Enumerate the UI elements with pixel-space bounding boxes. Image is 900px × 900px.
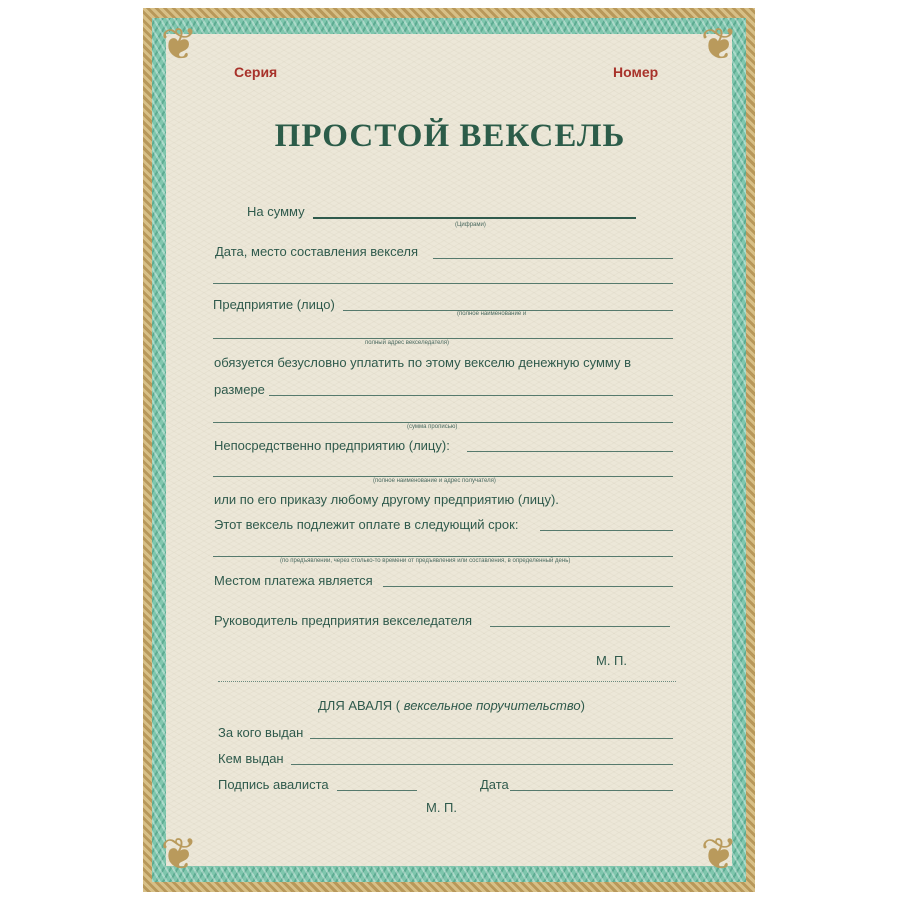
ornament-bottom-left-icon: ❦ xyxy=(160,829,198,880)
date-place-field-line-2[interactable] xyxy=(213,283,673,284)
enterprise-label: Предприятие (лицо) xyxy=(213,297,335,312)
head-label: Руководитель предприятия векселедателя xyxy=(214,613,473,628)
date-place-label: Дата, место составления векселя xyxy=(215,244,419,259)
series-label: Серия xyxy=(234,64,278,80)
aval-date-label: Дата xyxy=(480,777,509,792)
aval-date-field-line[interactable] xyxy=(510,790,673,791)
payee-hint: (полное наименование и адрес получателя) xyxy=(373,478,496,484)
section-divider xyxy=(218,681,676,682)
payee-field-line-2[interactable] xyxy=(213,476,673,477)
size-label: размере xyxy=(214,382,265,397)
for-whom-field-line[interactable] xyxy=(310,738,673,739)
term-field-line[interactable] xyxy=(540,530,673,531)
aval-heading-suffix: ) xyxy=(580,698,585,713)
payment-place-label: Местом платежа является xyxy=(214,573,373,588)
size-field-line-2[interactable] xyxy=(213,422,673,423)
payment-place-field-line[interactable] xyxy=(383,586,673,587)
payee-field-line[interactable] xyxy=(467,451,673,452)
term-field-line-2[interactable] xyxy=(213,556,673,557)
ornament-top-right-icon: ❦ xyxy=(700,19,738,70)
enterprise-hint-2: полный адрес векселедателя) xyxy=(365,340,450,346)
size-field-line[interactable] xyxy=(269,395,673,396)
number-label: Номер xyxy=(613,64,659,80)
aval-stamp-label: М. П. xyxy=(426,800,458,815)
issued-by-label: Кем выдан xyxy=(218,751,284,766)
term-label: Этот вексель подлежит оплате в следующий срок: xyxy=(214,517,519,532)
amount-hint: (Цифрами) xyxy=(455,222,486,228)
date-place-field-line[interactable] xyxy=(433,258,673,259)
aval-heading xyxy=(318,698,585,713)
aval-heading-italic: вексельное поручительство xyxy=(403,698,581,713)
for-whom-label: За кого выдан xyxy=(218,725,304,740)
order-text: или по его приказу любому другому предприятию (лицу). xyxy=(214,492,559,507)
signature-field-line[interactable] xyxy=(337,790,417,791)
term-hint: (по предъявлении, через столько-то времени от предъявления или составления, в определенный день) xyxy=(280,558,571,564)
stamp-place-label: М. П. xyxy=(596,653,628,668)
enterprise-hint-1: (полное наименование и xyxy=(457,311,527,317)
issued-by-field-line[interactable] xyxy=(291,764,673,765)
payee-label: Непосредственно предприятию (лицу): xyxy=(214,438,450,453)
head-signature-line[interactable] xyxy=(490,626,670,627)
enterprise-field-line-2[interactable] xyxy=(213,338,673,339)
size-hint: (сумма прописью) xyxy=(407,424,458,430)
ornament-bottom-right-icon: ❦ xyxy=(700,829,738,880)
amount-field-line[interactable] xyxy=(313,217,636,219)
ornament-top-left-icon: ❦ xyxy=(160,19,198,70)
document-title: ПРОСТОЙ ВЕКСЕЛЬ xyxy=(274,118,626,154)
aval-heading-prefix: ДЛЯ АВАЛЯ ( xyxy=(318,698,401,713)
amount-label: На сумму xyxy=(247,204,305,219)
obligation-text: обязуется безусловно уплатить по этому векселю денежную сумму в xyxy=(214,355,632,370)
signature-label: Подпись авалиста xyxy=(218,777,329,792)
